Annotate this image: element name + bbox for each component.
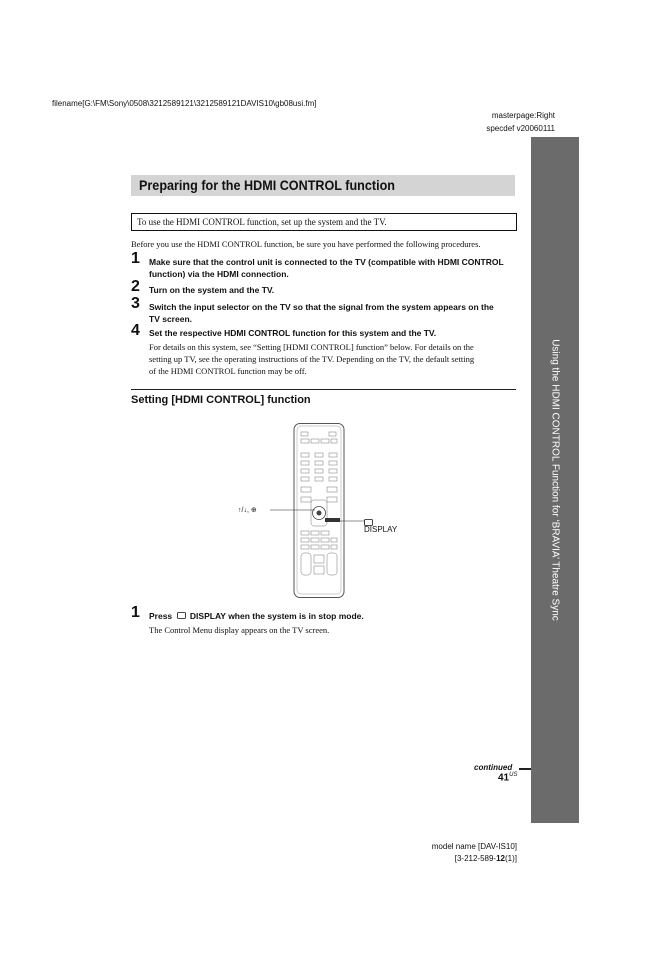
- note-box: To use the HDMI CONTROL function, set up the system and the TV.: [131, 213, 517, 231]
- detail-line: For details on this system, see “Setting [HDMI CONTROL] function” below. For details on the: [149, 342, 474, 352]
- part-post: (1)]: [505, 854, 517, 863]
- step-line: function) via the HDMI connection.: [149, 269, 289, 279]
- step-text: Turn on the system and the TV.: [149, 285, 275, 295]
- display-icon: [177, 611, 186, 623]
- title-bar: [131, 175, 515, 196]
- filename-header: filename[G:\FM\Sony\0508\3212589121\3212589121DAVIS10\gb08usi.fm]: [52, 99, 317, 108]
- intro-text: Before you use the HDMI CONTROL function, be sure you have performed the following procedures.: [131, 239, 481, 249]
- display-button-label: DISPLAY: [364, 525, 398, 534]
- step-text-post: DISPLAY when the system is in stop mode.: [189, 611, 364, 621]
- page-title: Preparing for the HDMI CONTROL function: [139, 177, 395, 193]
- masterpage-header: [486, 109, 555, 135]
- model-name: model name [DAV-IS10]: [431, 842, 517, 851]
- page-number: [498, 772, 517, 783]
- arrow-keys-label: ↑/↓, ⊕: [238, 507, 257, 514]
- step-line: Switch the input selector on the TV so that the signal from the system appears on the: [149, 302, 494, 312]
- continued-label: continued: [474, 763, 513, 772]
- step-text: [149, 301, 494, 325]
- step-number: 1: [131, 604, 140, 621]
- callout-line-arrows: [270, 505, 330, 517]
- part-bold: 12: [496, 854, 505, 863]
- page-suffix: US: [509, 772, 518, 778]
- page-number-value: 41: [498, 772, 510, 784]
- step-text: Set the respective HDMI CONTROL function for this system and the TV.: [149, 328, 437, 338]
- step-text-pre: Press: [149, 611, 173, 621]
- continued-line: [519, 768, 531, 770]
- step-detail: The Control Menu display appears on the TV screen.: [149, 625, 330, 635]
- step-text: [149, 256, 504, 280]
- detail-line: setting up TV, see the operating instructions of the TV. Depending on the TV, the default setting: [149, 354, 475, 364]
- step-detail: [149, 341, 474, 377]
- step-line: TV screen.: [149, 314, 192, 324]
- step-number: 2: [131, 278, 140, 295]
- step-number: 1: [131, 250, 140, 267]
- callout-line-display: [336, 516, 366, 528]
- detail-line: of the HDMI CONTROL function may be off.: [149, 366, 307, 376]
- step-number: 4: [131, 322, 140, 339]
- model-info: [432, 841, 517, 865]
- part-number: [432, 853, 517, 865]
- masterpage-label: masterpage:Right: [491, 111, 555, 120]
- part-pre: [3-212-589-: [454, 854, 497, 863]
- specdef-label: specdef v20060111: [486, 124, 555, 133]
- chapter-title: Using the HDMI CONTROL Function for ‘BRAVIA’ Theatre Sync: [549, 339, 561, 621]
- section-title: Setting [HDMI CONTROL] function: [131, 394, 311, 406]
- step-number: 3: [131, 295, 140, 312]
- section-divider: [131, 389, 516, 390]
- chapter-sidebar: [531, 137, 579, 823]
- step-text: [149, 610, 364, 623]
- step-line: Make sure that the control unit is connected to the TV (compatible with HDMI CONTROL: [149, 257, 504, 267]
